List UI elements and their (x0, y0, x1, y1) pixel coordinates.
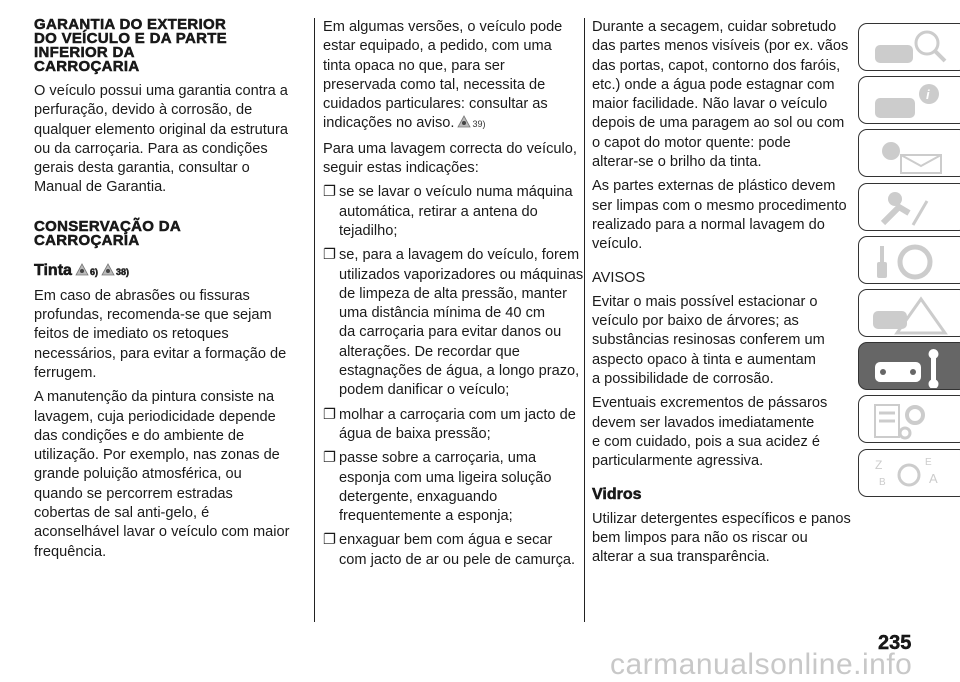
bullet-item (323, 531, 585, 570)
column-1 (34, 18, 296, 567)
text-line: Utilizar detergentes específicos e panos (592, 510, 851, 527)
text-line: devem ser lavados imediatamente (592, 414, 815, 431)
chapter-tab-warning-light-message[interactable] (858, 129, 960, 177)
text-line: da carroçaria para evitar danos ou (339, 324, 562, 341)
chapter-tab-car-wrench[interactable] (858, 342, 960, 390)
svg-text:E: E (925, 456, 932, 468)
text-line: e com cuidado, pois a sua acidez é (592, 433, 820, 450)
text-line: indicações no aviso. 39) (323, 115, 486, 132)
bullet-item (323, 183, 585, 241)
bullet-item (323, 246, 585, 400)
column-divider (584, 18, 585, 622)
chapter-tab-car-search[interactable] (858, 23, 960, 71)
text-line: Para uma lavagem correcta do veículo, (323, 140, 577, 157)
text-line: ser limpas com o mesmo procedimento (592, 197, 847, 214)
paragraph (592, 269, 850, 288)
checkbox-bullet-icon: ❐ (323, 532, 337, 549)
checkbox-bullet-icon: ❐ (323, 247, 337, 264)
chapter-tab-key-steering-wheel[interactable] (858, 236, 960, 284)
paragraph (592, 293, 850, 389)
text-line: enxaguar bem com água e secar (339, 532, 553, 549)
text-line: Eventuais excrementos de pássaros (592, 395, 828, 412)
text-line: detergente, enxaguando (339, 488, 498, 505)
text-line: AVISOS (592, 269, 646, 286)
paragraph (34, 82, 296, 198)
warning-reference: 38) (115, 266, 129, 277)
text-line: GARANTIA DO EXTERIOR (34, 16, 227, 33)
text-line: etc.) onde a água pode estagnar com (592, 76, 835, 93)
text-line: passe sobre a carroçaria, uma (339, 450, 537, 467)
text-line: água de baixa pressão; (339, 425, 491, 442)
text-line: INFERIOR DA (34, 44, 135, 61)
text-line: aconselhável lavar o veículo com maior (34, 524, 290, 541)
paragraph (592, 18, 850, 172)
text-line: Evitar o mais possível estacionar o (592, 293, 818, 310)
chapter-tab-car-info[interactable] (858, 76, 960, 124)
text-line: profundas, recomenda-se que sejam (34, 307, 272, 324)
bullet-item (323, 406, 585, 445)
text-line: depois de uma paragem ao sol ou com (592, 115, 845, 132)
text-line: tinta opaca no que, para ser (323, 57, 505, 74)
svg-text:A: A (929, 470, 938, 486)
section-heading (34, 18, 296, 74)
watermark: carmanualsonline.info (610, 648, 913, 681)
text-line: DO VEÍCULO E DA PARTE (34, 30, 227, 47)
svg-text:B: B (879, 476, 886, 488)
text-line: CARROÇARIA (34, 58, 140, 75)
subsection-title: Vidros (592, 485, 642, 503)
text-line: alterar-se o brilho da tinta. (592, 154, 762, 171)
text-line: com jacto de ar ou pele de camurça. (339, 551, 576, 568)
text-line: das condições e do ambiente de (34, 427, 245, 444)
paragraph (323, 18, 585, 135)
text-line: veículo. (592, 236, 643, 253)
column-3 (592, 18, 850, 572)
warning-reference: 6) (89, 266, 98, 277)
chapter-tab-alphabetical-index[interactable] (858, 449, 960, 497)
text-line: estar equipado, a pedido, com uma (323, 38, 552, 55)
warning-triangle-icon (75, 263, 89, 276)
text-line: Em caso de abrasões ou fissuras (34, 287, 250, 304)
bullet-item (323, 449, 585, 526)
warning-triangle-icon (457, 115, 471, 128)
text-line: a possibilidade de corrosão. (592, 371, 774, 388)
text-line: A manutenção da pintura consiste na (34, 389, 275, 406)
text-line: lavagem, cuja periodicidade depende (34, 408, 276, 425)
text-line: cobertas de sal anti-gelo, é (34, 505, 210, 522)
text-line: se se lavar o veículo numa máquina (339, 184, 573, 201)
text-line: As partes externas de plástico devem (592, 178, 836, 195)
warning-reference: 39) (472, 119, 486, 130)
svg-text:i: i (926, 87, 930, 103)
text-line: ferrugem. (34, 364, 97, 381)
text-line: perfuração, devido à corrosão, de (34, 102, 253, 119)
text-line: feitos de imediato os retoques (34, 326, 229, 343)
paragraph (323, 140, 585, 179)
text-line: gerais desta garantia, consultar o (34, 160, 250, 177)
chapter-tab-specs-gears[interactable] (858, 395, 960, 443)
text-line: utilizados vaporizadores ou máquinas (339, 266, 584, 283)
text-line: automática, retirar a antena do (339, 203, 538, 220)
text-line: veículo por baixo de árvores; as (592, 313, 799, 330)
text-line: ou da carroçaria. Para as condições (34, 140, 268, 157)
text-line: cuidados particulares: consultar as (323, 96, 548, 113)
text-line: CONSERVAÇÃO DA (34, 217, 181, 235)
text-line: CARROÇARIA (34, 231, 140, 249)
text-line: estagnações de água, a longo prazo, (339, 363, 580, 380)
text-line: seguir estas indicações: (323, 160, 479, 177)
text-line: substâncias resinosas conferem um (592, 332, 825, 349)
text-line: realizado para a normal lavagem do (592, 216, 825, 233)
text-line: maior facilidade. Não lavar o veículo (592, 96, 828, 113)
text-line: frequentemente a esponja; (339, 508, 513, 525)
subsection-heading (592, 486, 850, 504)
paragraph (34, 287, 296, 383)
subsection-title: Tinta (34, 261, 72, 279)
text-line: das partes menos visíveis (por ex. vãos (592, 38, 849, 55)
text-line: alterações. De recordar que (339, 343, 520, 360)
paragraph (592, 177, 850, 254)
text-line: qualquer elemento original da estrutura (34, 121, 288, 138)
chapter-tab-airbag-seat[interactable] (858, 183, 960, 231)
text-line: quando se percorrem estradas (34, 485, 233, 502)
text-line: molhar a carroçaria com um jacto de (339, 406, 576, 423)
text-line: das portas, capot, contorno dos faróis, (592, 57, 841, 74)
text-line: Manual de Garantia. (34, 179, 167, 196)
section-heading (34, 217, 296, 249)
text-line: frequência. (34, 543, 107, 560)
text-line: Durante a secagem, cuidar sobretudo (592, 19, 837, 35)
paragraph (34, 388, 296, 562)
column-2 (323, 18, 585, 575)
text-line: se, para a lavagem do veículo, forem (339, 247, 580, 264)
text-line: utilização. Por exemplo, nas zonas de (34, 447, 280, 464)
text-line: tejadilho; (339, 222, 398, 239)
text-line: aspecto opaco à tinta e aumentam (592, 351, 816, 368)
svg-text:Z: Z (875, 457, 883, 472)
text-line: grande poluição atmosférica, ou (34, 466, 242, 483)
text-line: bem limpos para não os riscar ou (592, 529, 808, 546)
text-line: particularmente agressiva. (592, 453, 764, 470)
text-line: O veículo possui uma garantia contra a (34, 83, 288, 99)
checkbox-bullet-icon: ❐ (323, 450, 337, 467)
text-line: uma distância mínima de 40 cm (339, 305, 546, 322)
text-line: o capot do motor quente: pode (592, 134, 791, 151)
text-line: podem danificar o veículo; (339, 382, 510, 399)
paragraph (592, 394, 850, 471)
text-line: esponja com uma ligeira solução (339, 469, 552, 486)
chapter-tab-car-breakdown-warning[interactable] (858, 289, 960, 337)
checkbox-bullet-icon: ❐ (323, 184, 337, 201)
text-line: preservada como tal, necessita de (323, 76, 546, 93)
warning-triangle-icon (101, 263, 115, 276)
paragraph (592, 510, 850, 568)
text-line: necessários, para evitar a formação de (34, 345, 287, 362)
checkbox-bullet-icon: ❐ (323, 406, 337, 423)
text-line: de limpeza de alta pressão, manter (339, 285, 567, 302)
column-divider (314, 18, 315, 622)
subsection-heading (34, 262, 296, 281)
page-number: 235 (878, 632, 912, 654)
text-line: Em algumas versões, o veículo pode (323, 19, 563, 35)
text-line: alterar a sua transparência. (592, 549, 770, 566)
